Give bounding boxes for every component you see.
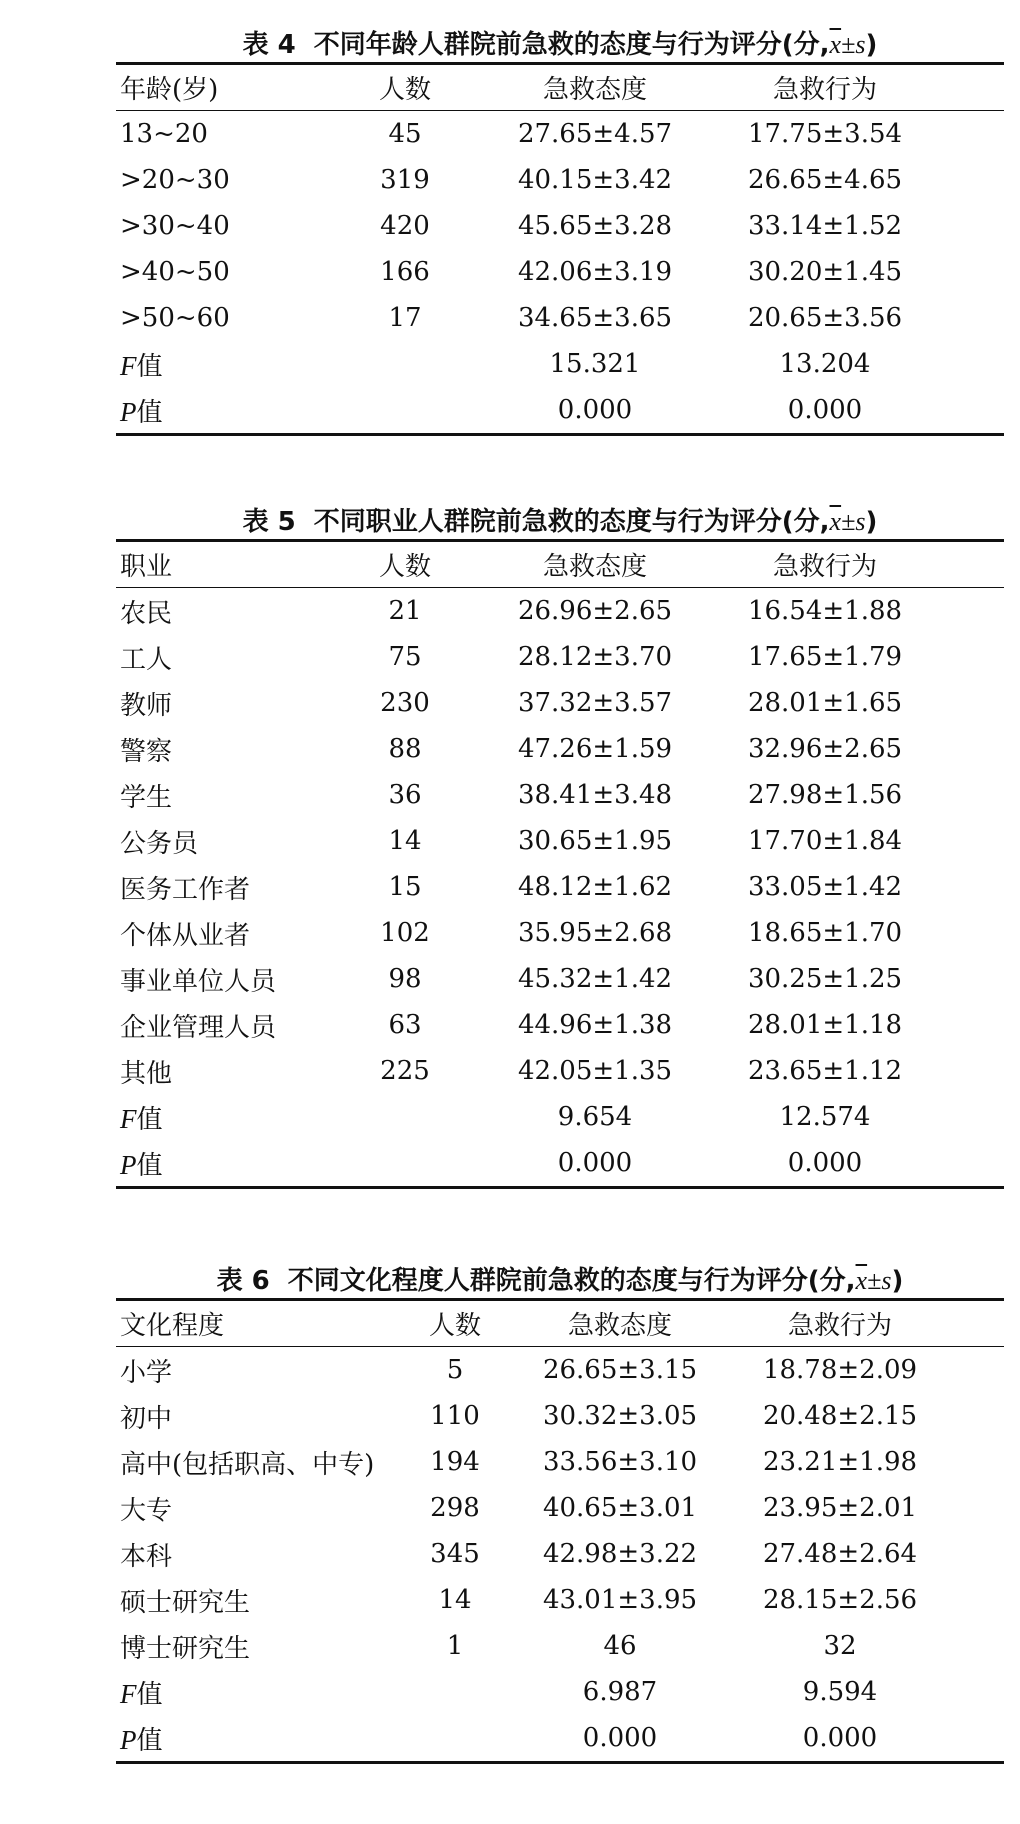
row-group: 本科 [120, 1541, 173, 1572]
table-row [116, 634, 1004, 680]
p-value-behavior: 0.000 [787, 395, 863, 425]
header-behavior: 急救行为 [772, 552, 877, 582]
row-group: 教师 [120, 690, 173, 721]
value-word: 值 [136, 351, 163, 382]
row-attitude: 30.32±3.05 [542, 1401, 698, 1431]
row-group: 农民 [120, 598, 173, 629]
f-symbol: F [120, 1678, 137, 1709]
table-title: 不同职业人群院前急救的态度与行为评分(分, [313, 507, 830, 537]
row-attitude: 38.41±3.48 [517, 780, 673, 810]
f-value-behavior: 13.204 [779, 349, 871, 379]
row-group: 硕士研究生 [120, 1587, 251, 1618]
header-group: 年龄(岁) [120, 75, 219, 105]
mean-symbol: $\overline{x}$ [829, 507, 842, 536]
f-value-row [116, 1669, 1004, 1715]
table-4 [116, 28, 1004, 436]
row-group: 13~20 [120, 119, 208, 149]
row-behavior: 33.05±1.42 [747, 872, 903, 902]
f-value-attitude: 9.654 [557, 1102, 633, 1132]
row-behavior: 18.78±2.09 [762, 1355, 918, 1385]
table-5 [116, 505, 1004, 1189]
row-count: 75 [388, 642, 422, 672]
row-attitude: 42.06±3.19 [517, 257, 673, 287]
row-group: 初中 [120, 1403, 173, 1434]
row-group: 医务工作者 [120, 874, 251, 905]
row-count: 14 [438, 1585, 472, 1615]
table-header-row [116, 542, 1004, 588]
table-row [116, 818, 1004, 864]
row-attitude: 40.15±3.42 [517, 165, 673, 195]
row-attitude: 43.01±3.95 [542, 1585, 698, 1615]
row-behavior: 30.25±1.25 [747, 964, 903, 994]
row-count: 298 [430, 1493, 480, 1523]
table-row [116, 1439, 1004, 1485]
row-attitude: 26.96±2.65 [517, 596, 673, 626]
value-word: 值 [136, 1679, 163, 1710]
row-group: 其他 [120, 1058, 173, 1089]
f-value-label [116, 1099, 330, 1136]
table-grid [116, 62, 1004, 436]
p-value-label [116, 392, 330, 429]
p-symbol: P [120, 1724, 137, 1755]
row-group: >30~40 [120, 211, 230, 241]
table-row [116, 772, 1004, 818]
header-behavior: 急救行为 [772, 75, 877, 105]
row-behavior: 27.98±1.56 [747, 780, 903, 810]
row-behavior: 28.15±2.56 [762, 1585, 918, 1615]
row-attitude: 46 [603, 1631, 637, 1661]
row-behavior: 20.48±2.15 [762, 1401, 918, 1431]
row-attitude: 40.65±3.01 [542, 1493, 698, 1523]
header-attitude: 急救态度 [542, 552, 647, 582]
caption-close-paren: ) [865, 30, 878, 60]
row-group: 企业管理人员 [120, 1012, 277, 1043]
table-header-row [116, 1301, 1004, 1347]
f-value-behavior: 12.574 [779, 1102, 871, 1132]
header-attitude: 急救态度 [567, 1311, 672, 1341]
row-attitude: 48.12±1.62 [517, 872, 673, 902]
table-row [116, 1347, 1004, 1393]
row-group: 高中(包括职高、中专) [120, 1449, 375, 1480]
row-behavior: 28.01±1.18 [747, 1010, 903, 1040]
table-title: 不同年龄人群院前急救的态度与行为评分(分, [313, 30, 830, 60]
row-attitude: 42.98±3.22 [542, 1539, 698, 1569]
row-group: >50~60 [120, 303, 230, 333]
header-behavior: 急救行为 [787, 1311, 892, 1341]
row-group: 事业单位人员 [120, 966, 277, 997]
table-header-row [116, 65, 1004, 111]
row-behavior: 26.65±4.65 [747, 165, 903, 195]
table-row [116, 910, 1004, 956]
row-attitude: 28.12±3.70 [517, 642, 673, 672]
row-count: 15 [388, 872, 422, 902]
row-behavior: 18.65±1.70 [747, 918, 903, 948]
value-word: 值 [136, 1150, 163, 1181]
row-count: 88 [388, 734, 422, 764]
p-value-behavior: 0.000 [787, 1148, 863, 1178]
table-row [116, 680, 1004, 726]
row-count: 14 [388, 826, 422, 856]
row-behavior: 23.95±2.01 [762, 1493, 918, 1523]
row-group: >20~30 [120, 165, 230, 195]
row-behavior: 17.75±3.54 [747, 119, 903, 149]
table-row [116, 1002, 1004, 1048]
p-symbol: P [120, 396, 137, 427]
header-group: 文化程度 [120, 1311, 225, 1341]
mean-symbol: $\overline{x}$ [855, 1266, 868, 1295]
table-row [116, 157, 1004, 203]
row-attitude: 34.65±3.65 [517, 303, 673, 333]
table-number: 表 5 [242, 507, 296, 537]
header-count: 人数 [428, 1311, 481, 1341]
row-count: 420 [380, 211, 430, 241]
table-row [116, 1623, 1004, 1669]
row-attitude: 45.32±1.42 [517, 964, 673, 994]
p-value-label [116, 1720, 400, 1757]
row-group: 大专 [120, 1495, 173, 1526]
row-group: 警察 [120, 736, 173, 767]
p-symbol: P [120, 1149, 137, 1180]
row-count: 36 [388, 780, 422, 810]
value-word: 值 [136, 1725, 163, 1756]
row-behavior: 23.65±1.12 [747, 1056, 903, 1086]
f-value-label [116, 1674, 400, 1711]
row-count: 63 [388, 1010, 422, 1040]
row-attitude: 33.56±3.10 [542, 1447, 698, 1477]
table-title: 不同文化程度人群院前急救的态度与行为评分(分, [287, 1266, 856, 1296]
f-value-behavior: 9.594 [802, 1677, 878, 1707]
table-row [116, 588, 1004, 634]
table-number: 表 6 [216, 1266, 270, 1296]
table-row [116, 956, 1004, 1002]
row-attitude: 26.65±3.15 [542, 1355, 698, 1385]
row-attitude: 47.26±1.59 [517, 734, 673, 764]
row-attitude: 27.65±4.57 [517, 119, 673, 149]
row-count: 45 [388, 119, 422, 149]
row-behavior: 28.01±1.65 [747, 688, 903, 718]
table-row [116, 1393, 1004, 1439]
f-value-attitude: 15.321 [549, 349, 641, 379]
row-count: 345 [430, 1539, 480, 1569]
table-caption [116, 1264, 1004, 1298]
table-row [116, 295, 1004, 341]
f-value-attitude: 6.987 [582, 1677, 658, 1707]
row-count: 230 [380, 688, 430, 718]
value-word: 值 [136, 397, 163, 428]
row-count: 319 [380, 165, 430, 195]
row-count: 17 [388, 303, 422, 333]
row-count: 225 [380, 1056, 430, 1086]
table-row [116, 864, 1004, 910]
plus-minus-symbol: ± [841, 507, 856, 536]
row-count: 166 [380, 257, 430, 287]
row-group: 工人 [120, 644, 173, 675]
row-behavior: 33.14±1.52 [747, 211, 903, 241]
row-behavior: 20.65±3.56 [747, 303, 903, 333]
row-behavior: 23.21±1.98 [762, 1447, 918, 1477]
caption-close-paren: ) [891, 1266, 904, 1296]
p-value-row [116, 1715, 1004, 1761]
header-attitude: 急救态度 [542, 75, 647, 105]
row-behavior: 17.65±1.79 [747, 642, 903, 672]
table-row [116, 1577, 1004, 1623]
table-grid [116, 539, 1004, 1189]
caption-close-paren: ) [865, 507, 878, 537]
row-behavior: 32.96±2.65 [747, 734, 903, 764]
row-count: 102 [380, 918, 430, 948]
f-value-label [116, 346, 330, 383]
f-symbol: F [120, 350, 137, 381]
header-count: 人数 [378, 552, 431, 582]
table-row [116, 1531, 1004, 1577]
f-value-row [116, 1094, 1004, 1140]
sd-symbol: s [855, 507, 866, 536]
table-number: 表 4 [242, 30, 296, 60]
plus-minus-symbol: ± [867, 1266, 882, 1295]
sd-symbol: s [881, 1266, 892, 1295]
table-row [116, 203, 1004, 249]
row-attitude: 45.65±3.28 [517, 211, 673, 241]
table-grid [116, 1298, 1004, 1764]
row-count: 98 [388, 964, 422, 994]
row-count: 5 [446, 1355, 464, 1385]
row-attitude: 37.32±3.57 [517, 688, 673, 718]
row-behavior: 27.48±2.64 [762, 1539, 918, 1569]
p-value-row [116, 387, 1004, 433]
table-row [116, 1048, 1004, 1094]
table-row [116, 249, 1004, 295]
f-value-row [116, 341, 1004, 387]
row-group: >40~50 [120, 257, 230, 287]
p-value-attitude: 0.000 [557, 1148, 633, 1178]
table-row [116, 726, 1004, 772]
p-value-attitude: 0.000 [557, 395, 633, 425]
table-row [116, 1485, 1004, 1531]
header-count: 人数 [378, 75, 431, 105]
f-symbol: F [120, 1103, 137, 1134]
row-group: 博士研究生 [120, 1633, 251, 1664]
row-group: 小学 [120, 1357, 173, 1388]
row-attitude: 44.96±1.38 [517, 1010, 673, 1040]
table-caption [116, 28, 1004, 62]
header-group: 职业 [120, 552, 173, 582]
row-count: 110 [430, 1401, 480, 1431]
row-count: 21 [388, 596, 422, 626]
row-behavior: 16.54±1.88 [747, 596, 903, 626]
row-attitude: 35.95±2.68 [517, 918, 673, 948]
value-word: 值 [136, 1104, 163, 1135]
row-group: 个体从业者 [120, 920, 251, 951]
p-value-label [116, 1145, 330, 1182]
row-behavior: 17.70±1.84 [747, 826, 903, 856]
table-row [116, 111, 1004, 157]
row-attitude: 30.65±1.95 [517, 826, 673, 856]
table-6 [116, 1264, 1004, 1764]
p-value-behavior: 0.000 [802, 1723, 878, 1753]
sd-symbol: s [855, 30, 866, 59]
p-value-attitude: 0.000 [582, 1723, 658, 1753]
row-count: 194 [430, 1447, 480, 1477]
plus-minus-symbol: ± [841, 30, 856, 59]
row-attitude: 42.05±1.35 [517, 1056, 673, 1086]
row-behavior: 30.20±1.45 [747, 257, 903, 287]
mean-symbol: $\overline{x}$ [829, 30, 842, 59]
row-behavior: 32 [823, 1631, 857, 1661]
p-value-row [116, 1140, 1004, 1186]
row-group: 公务员 [120, 828, 199, 859]
table-caption [116, 505, 1004, 539]
row-count: 1 [446, 1631, 464, 1661]
row-group: 学生 [120, 782, 173, 813]
